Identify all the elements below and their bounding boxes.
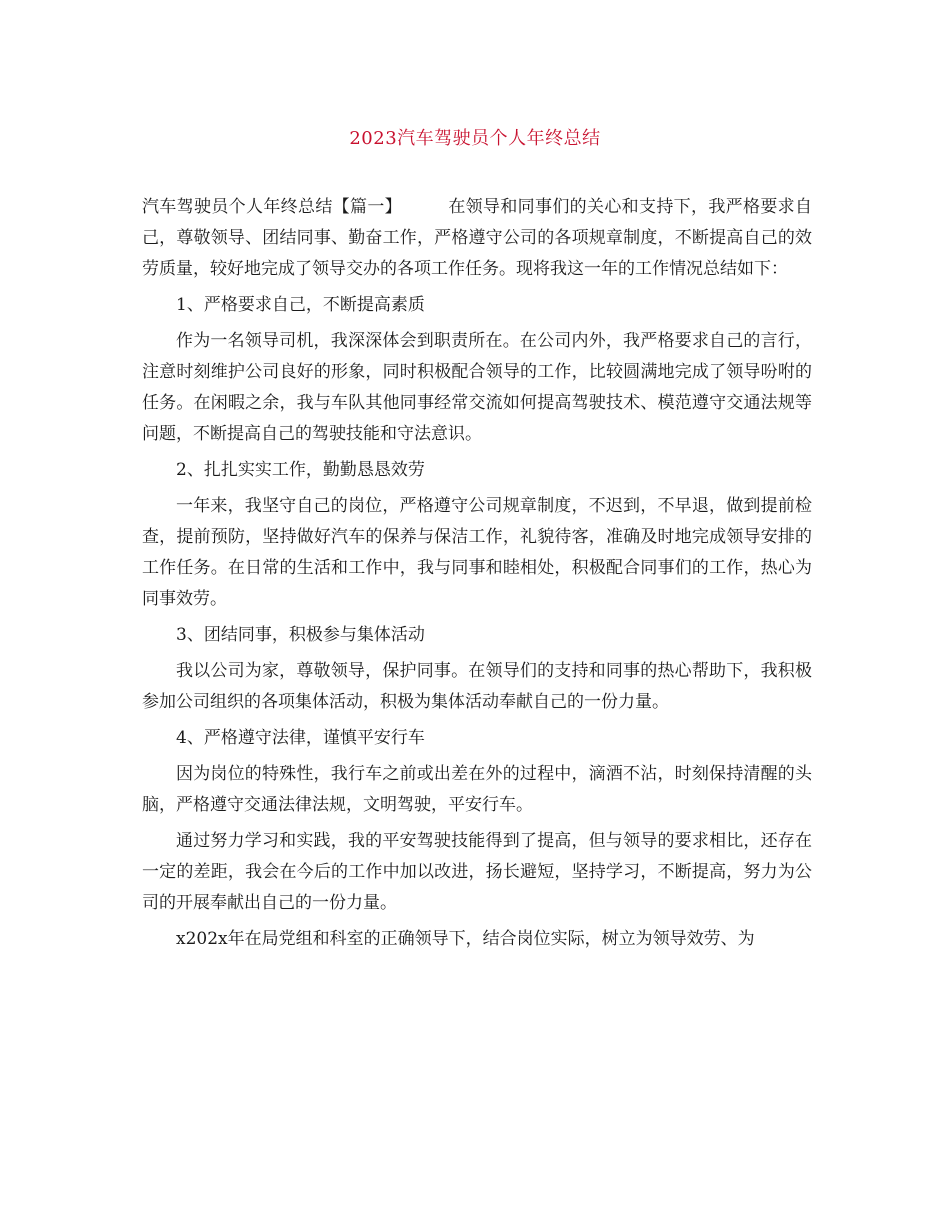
section-4-heading: 4、严格遵守法律，谨慎平安行车 xyxy=(176,728,425,748)
section-2-body: 一年来，我坚守自己的岗位，严格遵守公司规章制度，不迟到，不早退，做到提前检查，提前预防，坚持做好汽车的保养与保洁工作，礼貌待客，准确及时地完成领导安排的工作任务。在日常的生活和工作中，我与同事和睦相处，积极配合同事们的工作，热心为同事效劳。 xyxy=(142,496,812,609)
document-body xyxy=(142,192,812,960)
intro-text: 在领导和同事们的关心和支持下，我严格要求自己，尊敬领导、团结同事、勤奋工作，严格遵守公司的各项规章制度，不断提高自己的效劳质量，较好地完成了领导交办的各项工作任务。现将我这一年的工作情况总结如下： xyxy=(142,197,812,279)
section-2-heading: 2、扎扎实实工作，勤勤恳恳效劳 xyxy=(176,460,425,480)
section-3-heading: 3、团结同事，积极参与集体活动 xyxy=(176,625,425,645)
intro-heading: 汽车驾驶员个人年终总结【篇一】 xyxy=(142,197,402,217)
intro-paragraph xyxy=(142,192,812,285)
section-4-body: 因为岗位的特殊性，我行车之前或出差在外的过程中，滴酒不沾，时刻保持清醒的头脑，严格遵守交通法律法规，文明驾驶，平安行车。 xyxy=(142,764,812,815)
section-1-heading: 1、严格要求自己，不断提高素质 xyxy=(176,295,425,315)
document-title: 2023汽车驾驶员个人年终总结 xyxy=(349,128,601,149)
next-paragraph: x202x年在局党组和科室的正确领导下，结合岗位实际，树立为领导效劳、为 xyxy=(176,929,755,949)
conclusion-paragraph: 通过努力学习和实践，我的平安驾驶技能得到了提高，但与领导的要求相比，还存在一定的差距，我会在今后的工作中加以改进，扬长避短，坚持学习，不断提高，努力为公司的开展奉献出自己的一份力量。 xyxy=(142,831,812,913)
section-1-body: 作为一名领导司机，我深深体会到职责所在。在公司内外，我严格要求自己的言行，注意时刻维护公司良好的形象，同时积极配合领导的工作，比较圆满地完成了领导吩咐的任务。在闲暇之余，我与车队其他同事经常交流如何提高驾驶技术、模范遵守交通法规等问题，不断提高自己的驾驶技能和守法意识。 xyxy=(142,331,812,444)
section-3-body: 我以公司为家，尊敬领导，保护同事。在领导们的支持和同事的热心帮助下，我积极参加公司组织的各项集体活动，积极为集体活动奉献自己的一份力量。 xyxy=(142,661,812,712)
